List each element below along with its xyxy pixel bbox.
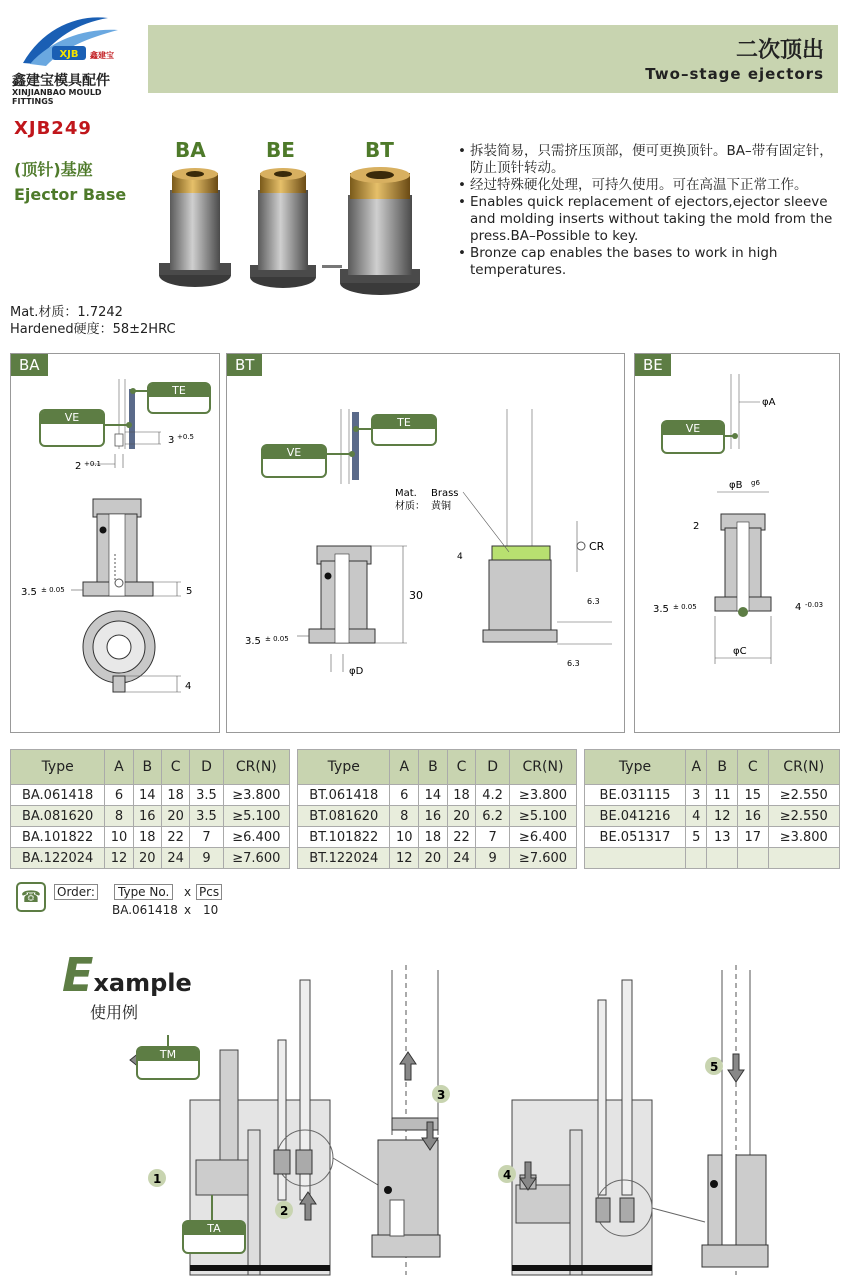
dim-phi-c: φC (733, 646, 747, 657)
arrow-down-icon (728, 1054, 744, 1082)
dim-4: 4 (457, 552, 463, 562)
panel-tag: BT (227, 354, 262, 376)
phone-icon: ☎ (16, 882, 46, 912)
variant-label-bt: BT (365, 138, 394, 162)
order-label: Order: (54, 884, 98, 900)
panel-tag: BA (11, 354, 48, 376)
ve-label: VE (39, 409, 105, 447)
rough-2: 6.3 (567, 659, 580, 668)
step-4 (498, 1165, 516, 1183)
order-type-box: Type No. (114, 884, 173, 900)
svg-text:4: 4 (503, 1168, 512, 1182)
dim-3-5: 3.5 (653, 604, 669, 615)
col-header: A (685, 750, 706, 785)
col-header: B (133, 750, 161, 785)
table-row: BA.122024 12 20 24 9 ≥7.600 (11, 848, 290, 869)
logo-swoosh-icon (8, 8, 138, 70)
photo-ba (159, 168, 231, 287)
table-row: BT.061418 6 14 18 4.2 ≥3.800 (298, 785, 577, 806)
table-header (585, 750, 840, 785)
col-header: D (190, 750, 223, 785)
dim-phi-b-tol: g6 (751, 479, 760, 487)
ba-bottom-view (83, 611, 155, 692)
dim-4-tol: -0.03 (805, 601, 824, 609)
middle-assembly (372, 965, 440, 1275)
panel-be (634, 353, 840, 733)
feature-item: • Enables quick replacement of ejectors,ejector sleeve and molding inserts without taking the mold from the press.BA–Possible to key. (458, 194, 833, 244)
product-name-en: Ejector Base (14, 185, 127, 204)
dim-2: 2 (75, 461, 82, 472)
table-row: BA.101822 10 18 22 7 ≥6.400 (11, 827, 290, 848)
be-section (715, 514, 771, 617)
svg-text:2: 2 (280, 1204, 289, 1218)
product-photos (150, 165, 430, 300)
drawing-be (635, 354, 839, 732)
table-row: BE.041216 4 12 16 ≥2.550 (585, 806, 840, 827)
dim-2: 2 (693, 521, 700, 532)
mat-cn-label: 材质： (395, 501, 425, 512)
photo-bt (322, 167, 420, 295)
dim-3: 3 (168, 435, 175, 446)
table-header (298, 750, 577, 785)
col-header: D (476, 750, 510, 785)
col-header: C (161, 750, 189, 785)
col-header: CR(N) (223, 750, 289, 785)
ta-label: TA (182, 1220, 246, 1254)
step-1 (148, 1169, 166, 1187)
table-ba (10, 749, 290, 869)
brass-cn-label: 黄铜 (431, 501, 451, 512)
step-2 (275, 1201, 293, 1219)
example-big-letter: E (62, 948, 94, 1002)
hardness-text: Hardened硬度：58±2HRC (10, 322, 176, 337)
mat-label: Mat. (395, 488, 417, 499)
table-row: BA.081620 8 16 20 3.5 ≥5.100 (11, 806, 290, 827)
dim-3-5: 3.5 (21, 587, 37, 598)
table-row (585, 848, 840, 869)
step-5 (705, 1057, 723, 1075)
material-text: Mat.材质：1.7242 (10, 305, 123, 320)
step-3 (432, 1085, 450, 1103)
product-name-cn: (顶针)基座 (14, 160, 93, 179)
order-pcs-box: Pcs (196, 884, 222, 900)
col-header: CR(N) (509, 750, 576, 785)
col-header: CR(N) (768, 750, 840, 785)
dim-phi-d: φD (349, 666, 364, 677)
logo-name-en: XINJIANBAO MOULD FITTINGS (12, 88, 102, 106)
drawing-bt (227, 354, 624, 732)
col-header: B (419, 750, 448, 785)
col-header: A (105, 750, 133, 785)
col-header: C (737, 750, 768, 785)
col-header: Type (298, 750, 390, 785)
dim-4: 4 (795, 602, 802, 613)
svg-text:1: 1 (153, 1172, 162, 1186)
header-title-cn: 二次顶出 (735, 38, 824, 63)
brass-label: Brass (431, 488, 459, 499)
col-header: Type (11, 750, 105, 785)
product-code: XJB249 (14, 118, 92, 139)
table-row: BT.101822 10 18 22 7 ≥6.400 (298, 827, 577, 848)
arrow-up-icon (400, 1052, 416, 1080)
svg-text:3: 3 (437, 1088, 446, 1102)
ba-section (83, 499, 153, 596)
dim-2-tol: +0.1 (84, 460, 101, 468)
example-title-cn: 使用例 (90, 1003, 139, 1022)
feature-item: • 拆装简易，只需挤压顶部，便可更换顶针。BA–带有固定针，防止顶针转动。 (458, 143, 833, 176)
table-row: BE.051317 5 13 17 ≥3.800 (585, 827, 840, 848)
table-header (11, 750, 290, 785)
dim-3-5: 3.5 (245, 636, 261, 647)
logo-badge: XJB (59, 49, 79, 60)
panel-ba (10, 353, 220, 733)
feature-item: • 经过特殊硬化处理，可持久使用。可在高温下正常工作。 (458, 177, 808, 193)
dim-3-5-tol: ± 0.05 (41, 586, 65, 594)
far-right-assembly (702, 965, 768, 1275)
order-example-qty: 10 (203, 903, 219, 917)
right-assembly (512, 980, 705, 1275)
dim-phi-a: φA (762, 397, 776, 408)
order-section (16, 880, 256, 920)
panel-tag: BE (635, 354, 671, 376)
te-label: TE (371, 414, 437, 446)
ve-label: VE (261, 444, 327, 478)
logo (8, 8, 138, 106)
panel-bt (226, 353, 625, 733)
header-banner (148, 25, 838, 93)
order-x: x (184, 885, 192, 899)
dim-3-tol: +0.5 (177, 433, 194, 441)
dim-phi-b: φB (729, 480, 743, 491)
col-header: B (707, 750, 738, 785)
dim-4: 4 (185, 681, 192, 692)
table-row: BT.081620 8 16 20 6.2 ≥5.100 (298, 806, 577, 827)
cr-label: CR (589, 540, 605, 553)
table-row: BT.122024 12 20 24 9 ≥7.600 (298, 848, 577, 869)
example-drawing (0, 960, 850, 1283)
photo-be (250, 168, 316, 288)
header-title-en: Two–stage ejectors (645, 65, 824, 83)
ve-label: VE (661, 420, 725, 454)
variant-label-ba: BA (175, 138, 206, 162)
svg-text:5: 5 (710, 1060, 719, 1074)
logo-small-name: 鑫建宝 (90, 51, 114, 60)
logo-name-cn: 鑫建宝模具配件 (12, 73, 110, 89)
rough-1: 6.3 (587, 597, 600, 606)
order-example-type: BA.061418 (112, 903, 178, 917)
dim-3-5-tol: ± 0.05 (265, 635, 289, 643)
dim-30: 30 (409, 589, 423, 602)
te-label: TE (147, 382, 211, 414)
dim-5: 5 (186, 586, 193, 597)
bt-section (309, 546, 375, 643)
bt-brass-part (483, 546, 557, 642)
table-bt (297, 749, 577, 869)
table-row: BA.061418 6 14 18 3.5 ≥3.800 (11, 785, 290, 806)
dim-3-5-tol: ± 0.05 (673, 603, 697, 611)
col-header: A (390, 750, 419, 785)
variant-label-be: BE (266, 138, 295, 162)
example-title-rest: xample (93, 969, 192, 997)
tm-label: TM (136, 1046, 200, 1080)
col-header: C (447, 750, 476, 785)
table-be (584, 749, 840, 869)
order-example-x: x (184, 903, 192, 917)
table-row: BE.031115 3 11 15 ≥2.550 (585, 785, 840, 806)
col-header: Type (585, 750, 686, 785)
feature-list (458, 143, 838, 279)
feature-item: • Bronze cap enables the bases to work in high temperatures. (458, 245, 778, 278)
